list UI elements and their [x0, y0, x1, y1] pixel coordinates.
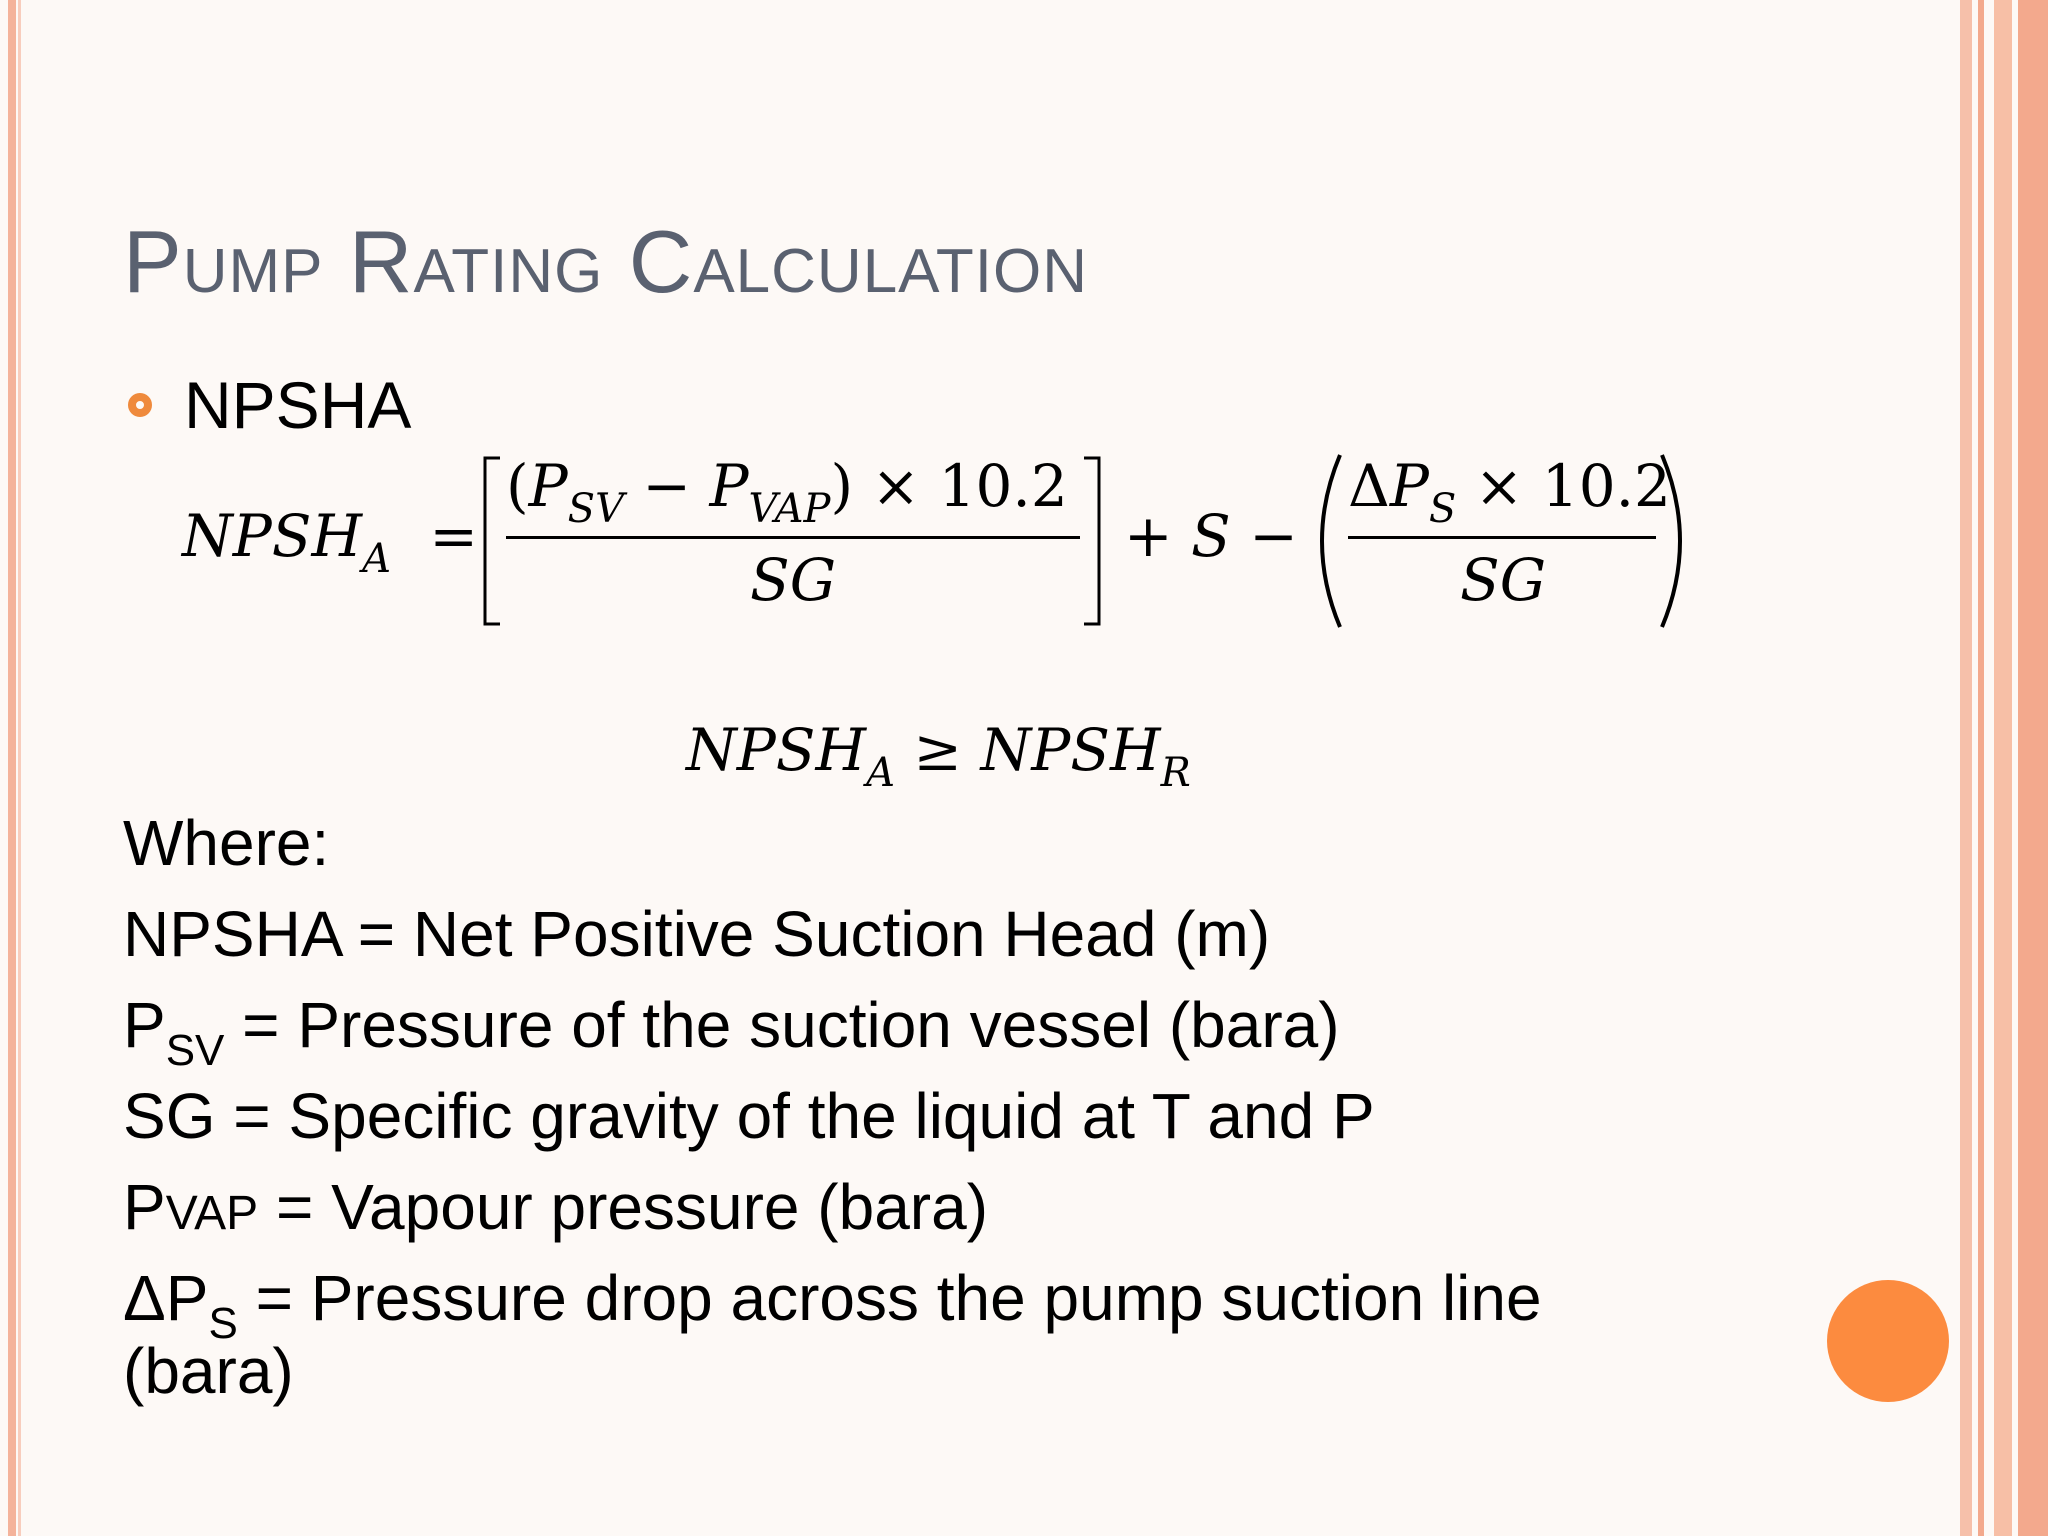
bullet-circle-icon [128, 393, 152, 417]
definition-sg: SG = Specific gravity of the liquid at T and P [123, 1080, 1375, 1152]
decorative-orange-circle [1827, 1280, 1949, 1402]
equation-lhs: $NPSH_A$ = [182, 502, 479, 582]
bullet-npsha: NPSHA [184, 368, 412, 442]
definition-pvap: PVAP = Vapour pressure (bara) [123, 1171, 989, 1243]
fraction-2-bar [1348, 536, 1656, 539]
left-border-stripe-inner [18, 0, 21, 1536]
definition-psv: $P_{SV}$ = Pressure of the suction vessel (bara) [123, 989, 1340, 1075]
definition-npsha: NPSHA = Net Positive Suction Head (m) [123, 898, 1271, 970]
left-border-stripe [8, 0, 16, 1536]
right-border-stripe-3 [1994, 0, 2012, 1536]
npsh-inequality: $NPSH_A$ ≥ $NPSH_R$ [686, 716, 1191, 796]
plus-s-minus: + S − [1124, 502, 1298, 570]
right-border-stripe-1 [1960, 0, 1972, 1536]
definition-delta-ps: $\Delta P_S$ = Pressure drop across the pump suction line [123, 1262, 1542, 1348]
fraction-1-denominator: SG [750, 546, 837, 614]
fraction-1-numerator: $(P_{SV} - P_{VAP}) \times 10.2$ [506, 452, 1068, 532]
right-bracket-icon [1080, 455, 1104, 627]
left-paren-icon [1300, 452, 1346, 630]
right-border-stripe-2 [1978, 0, 1984, 1536]
right-paren-icon [1656, 452, 1702, 630]
fraction-2-denominator: SG [1460, 546, 1547, 614]
definition-delta-ps-continued: (bara) [123, 1335, 294, 1407]
right-border-stripe-4 [2018, 0, 2048, 1536]
where-label: Where: [123, 807, 330, 879]
slide-title: Pump Rating Calculation [123, 212, 1089, 311]
left-bracket-icon [480, 455, 504, 627]
fraction-1-bar [506, 536, 1080, 539]
fraction-2-numerator: $\Delta P_S \times 10.2$ [1348, 452, 1671, 532]
